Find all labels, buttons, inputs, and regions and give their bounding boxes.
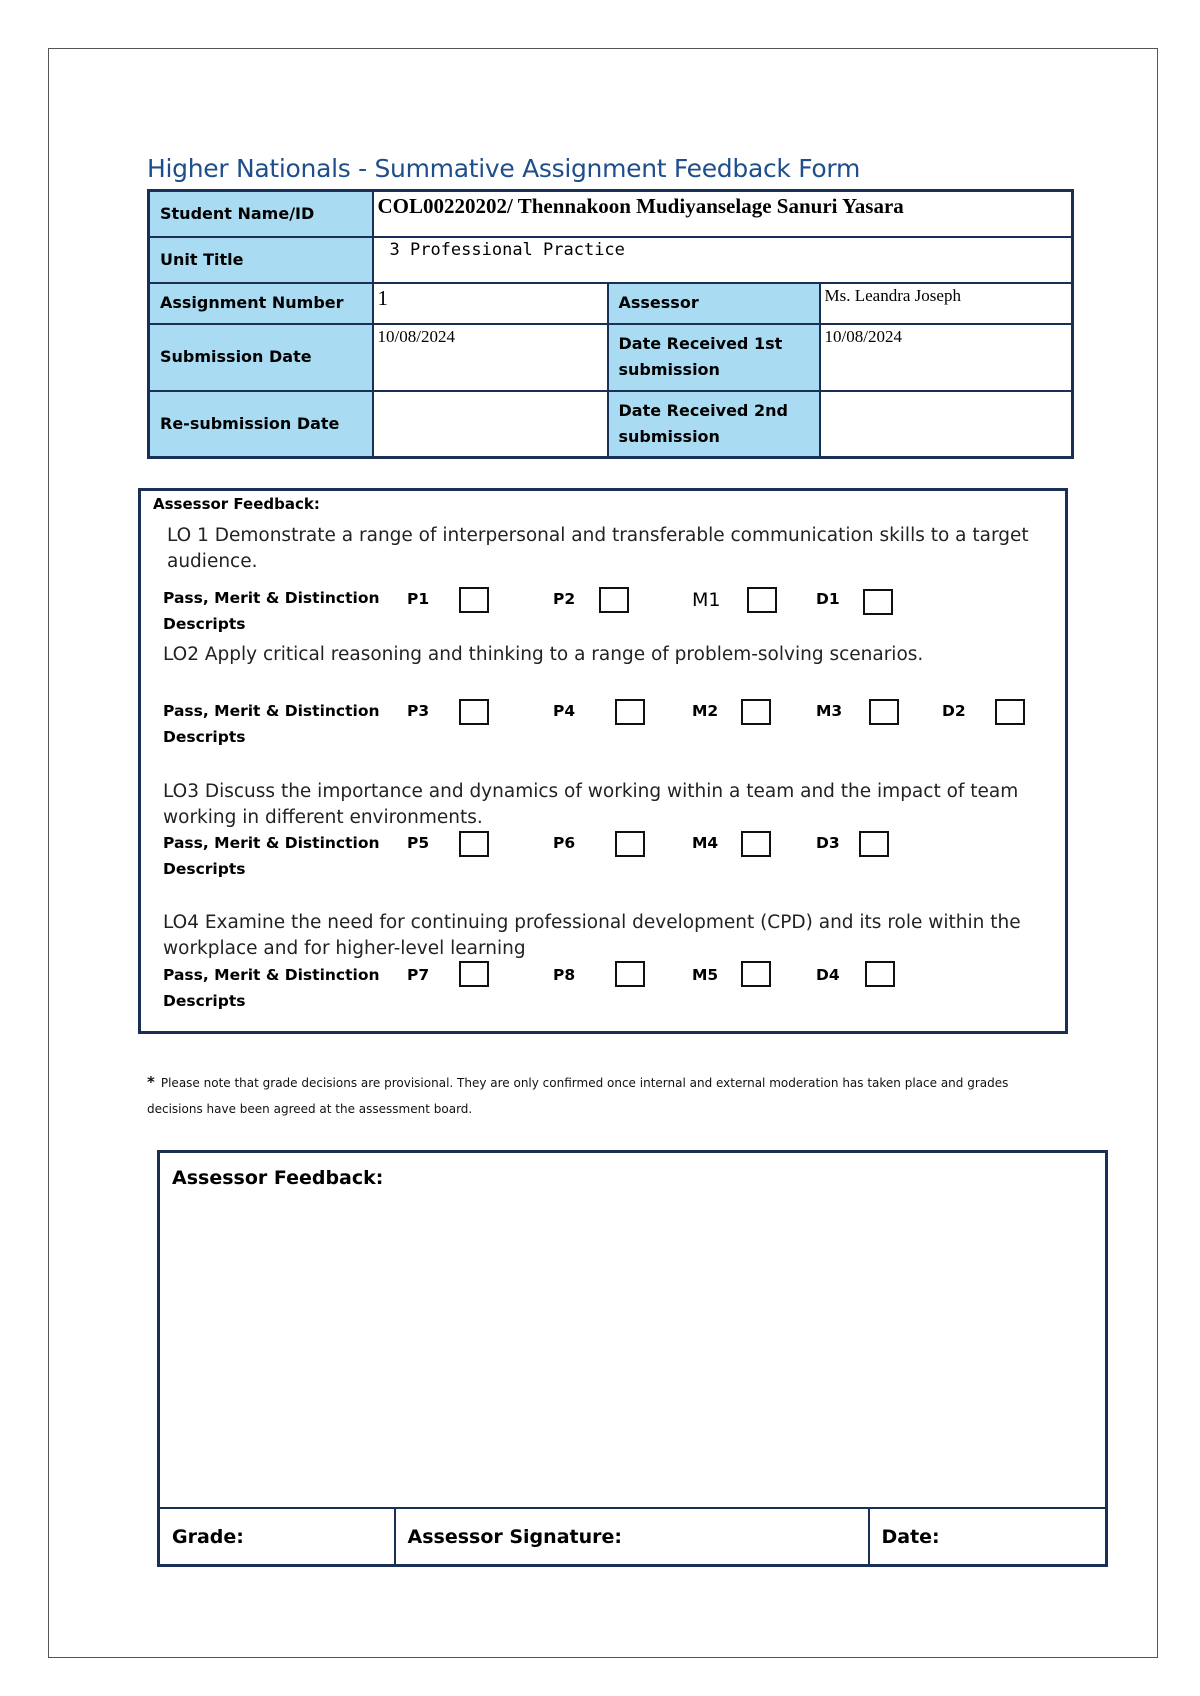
lo4-checkbox-d4[interactable] <box>865 961 895 987</box>
assessor-value: Ms. Leandra Joseph <box>824 285 961 305</box>
grade-label: Grade: <box>172 1525 244 1548</box>
lo4-text: LO4 Examine the need for continuing professional development (CPD) and its role within the workplace and for higher-level learning <box>163 912 1021 959</box>
lo1-criterion-label: P2 <box>553 590 576 608</box>
lo2-checkbox-p4[interactable] <box>615 699 645 725</box>
lo3-text: LO3 Discuss the importance and dynamics of working within a team and the impact of team working in different environments. <box>163 781 1019 828</box>
assessor-feedback-table <box>157 1150 1108 1567</box>
submission-date-label: Submission Date <box>149 324 373 391</box>
note-asterisk: * <box>147 1073 155 1091</box>
provisional-grade-note <box>147 1069 1067 1122</box>
lo1-checkbox-p1[interactable] <box>459 587 489 613</box>
assessor-feedback-heading: Assessor Feedback: <box>172 1167 384 1189</box>
student-name-label: Student Name/ID <box>149 191 373 237</box>
unit-title-label: Unit Title <box>149 237 373 283</box>
form-title: Higher Nationals - Summative Assignment Feedback Form <box>147 154 861 183</box>
date-received-2-field[interactable] <box>820 391 1073 458</box>
date-cell[interactable] <box>869 1508 1107 1566</box>
assessor-field[interactable] <box>820 283 1073 324</box>
lo4-criterion-label: P8 <box>553 966 576 984</box>
lo4-checkbox-p7[interactable] <box>459 961 489 987</box>
date-received-1-value: 10/08/2024 <box>824 326 902 346</box>
lo2-checkbox-m2[interactable] <box>741 699 771 725</box>
unit-title-value: 3 Professional Practice <box>389 239 625 260</box>
lo2-criterion-label: P3 <box>407 702 430 720</box>
assessor-label: Assessor <box>608 283 820 324</box>
feedback-heading: Assessor Feedback: <box>153 495 320 513</box>
submission-date-field[interactable] <box>373 324 608 391</box>
lo3-criterion-label: D3 <box>816 834 840 852</box>
lo3-criterion-label: P6 <box>553 834 576 852</box>
lo2-text: LO2 Apply critical reasoning and thinking to a range of problem-solving scenarios. <box>163 644 924 665</box>
submission-date-value: 10/08/2024 <box>377 326 455 346</box>
unit-title-field[interactable] <box>373 237 1073 283</box>
date-received-1-label: Date Received 1st submission <box>608 324 820 391</box>
lo1-criterion-label: P1 <box>407 590 430 608</box>
assignment-number-value: 1 <box>377 285 388 310</box>
assessor-signature-cell[interactable] <box>395 1508 869 1566</box>
lo2-criterion-label: D2 <box>942 702 966 720</box>
assessor-signature-label: Assessor Signature: <box>407 1525 622 1548</box>
student-row <box>149 191 1073 237</box>
date-received-2-label: Date Received 2nd submission <box>608 391 820 458</box>
assignment-number-label: Assignment Number <box>149 283 373 324</box>
assessor-feedback-criteria-box <box>138 488 1068 1034</box>
lo1-pmd-label: Pass, Merit & Distinction Descripts <box>163 589 380 633</box>
lo4-pmd-label: Pass, Merit & Distinction Descripts <box>163 966 380 1010</box>
assignment-row <box>149 283 1073 324</box>
lo2-checkbox-d2[interactable] <box>995 699 1025 725</box>
student-name-field[interactable] <box>373 191 1073 237</box>
date-received-1-field[interactable] <box>820 324 1073 391</box>
lo1-criterion-label: D1 <box>816 590 840 608</box>
lo3-checkbox-p6[interactable] <box>615 831 645 857</box>
lo2-criterion-label: M2 <box>692 702 719 720</box>
grade-cell[interactable] <box>159 1508 395 1566</box>
lo2-checkbox-p3[interactable] <box>459 699 489 725</box>
note-text: Please note that grade decisions are provisional. They are only confirmed once internal and external moderation has taken place and grades decisions have been agreed at the assessment board. <box>147 1076 1009 1116</box>
lo1-checkbox-m1[interactable] <box>747 587 777 613</box>
lo2-criterion-label: P4 <box>553 702 576 720</box>
lo1-text: LO 1 Demonstrate a range of interpersonal and transferable communication skills to a target audience. <box>167 525 1029 572</box>
unit-row <box>149 237 1073 283</box>
lo3-checkbox-d3[interactable] <box>859 831 889 857</box>
student-name-value: COL00220202/ Thennakoon Mudiyanselage Sanuri Yasara <box>377 194 904 218</box>
lo2-pmd-label: Pass, Merit & Distinction Descripts <box>163 702 380 746</box>
assessor-feedback-area[interactable] <box>159 1152 1107 1509</box>
lo3-criterion-label: M4 <box>692 834 719 852</box>
resubmission-date-field[interactable] <box>373 391 608 458</box>
lo1-criterion-label: M1 <box>692 589 721 611</box>
resubmission-date-label: Re-submission Date <box>149 391 373 458</box>
resubmission-row <box>149 391 1073 458</box>
assignment-number-field[interactable] <box>373 283 608 324</box>
lo3-pmd-label: Pass, Merit & Distinction Descripts <box>163 834 380 878</box>
date-label: Date: <box>881 1525 940 1548</box>
lo4-criterion-label: P7 <box>407 966 430 984</box>
lo2-checkbox-m3[interactable] <box>869 699 899 725</box>
lo2-criterion-label: M3 <box>816 702 843 720</box>
lo3-checkbox-m4[interactable] <box>741 831 771 857</box>
lo3-criterion-label: P5 <box>407 834 430 852</box>
submission-row <box>149 324 1073 391</box>
lo4-checkbox-p8[interactable] <box>615 961 645 987</box>
lo1-checkbox-d1[interactable] <box>863 589 893 615</box>
lo1-checkbox-p2[interactable] <box>599 587 629 613</box>
lo4-criterion-label: D4 <box>816 966 840 984</box>
lo4-checkbox-m5[interactable] <box>741 961 771 987</box>
lo4-criterion-label: M5 <box>692 966 719 984</box>
student-info-table <box>147 189 1074 459</box>
lo3-checkbox-p5[interactable] <box>459 831 489 857</box>
